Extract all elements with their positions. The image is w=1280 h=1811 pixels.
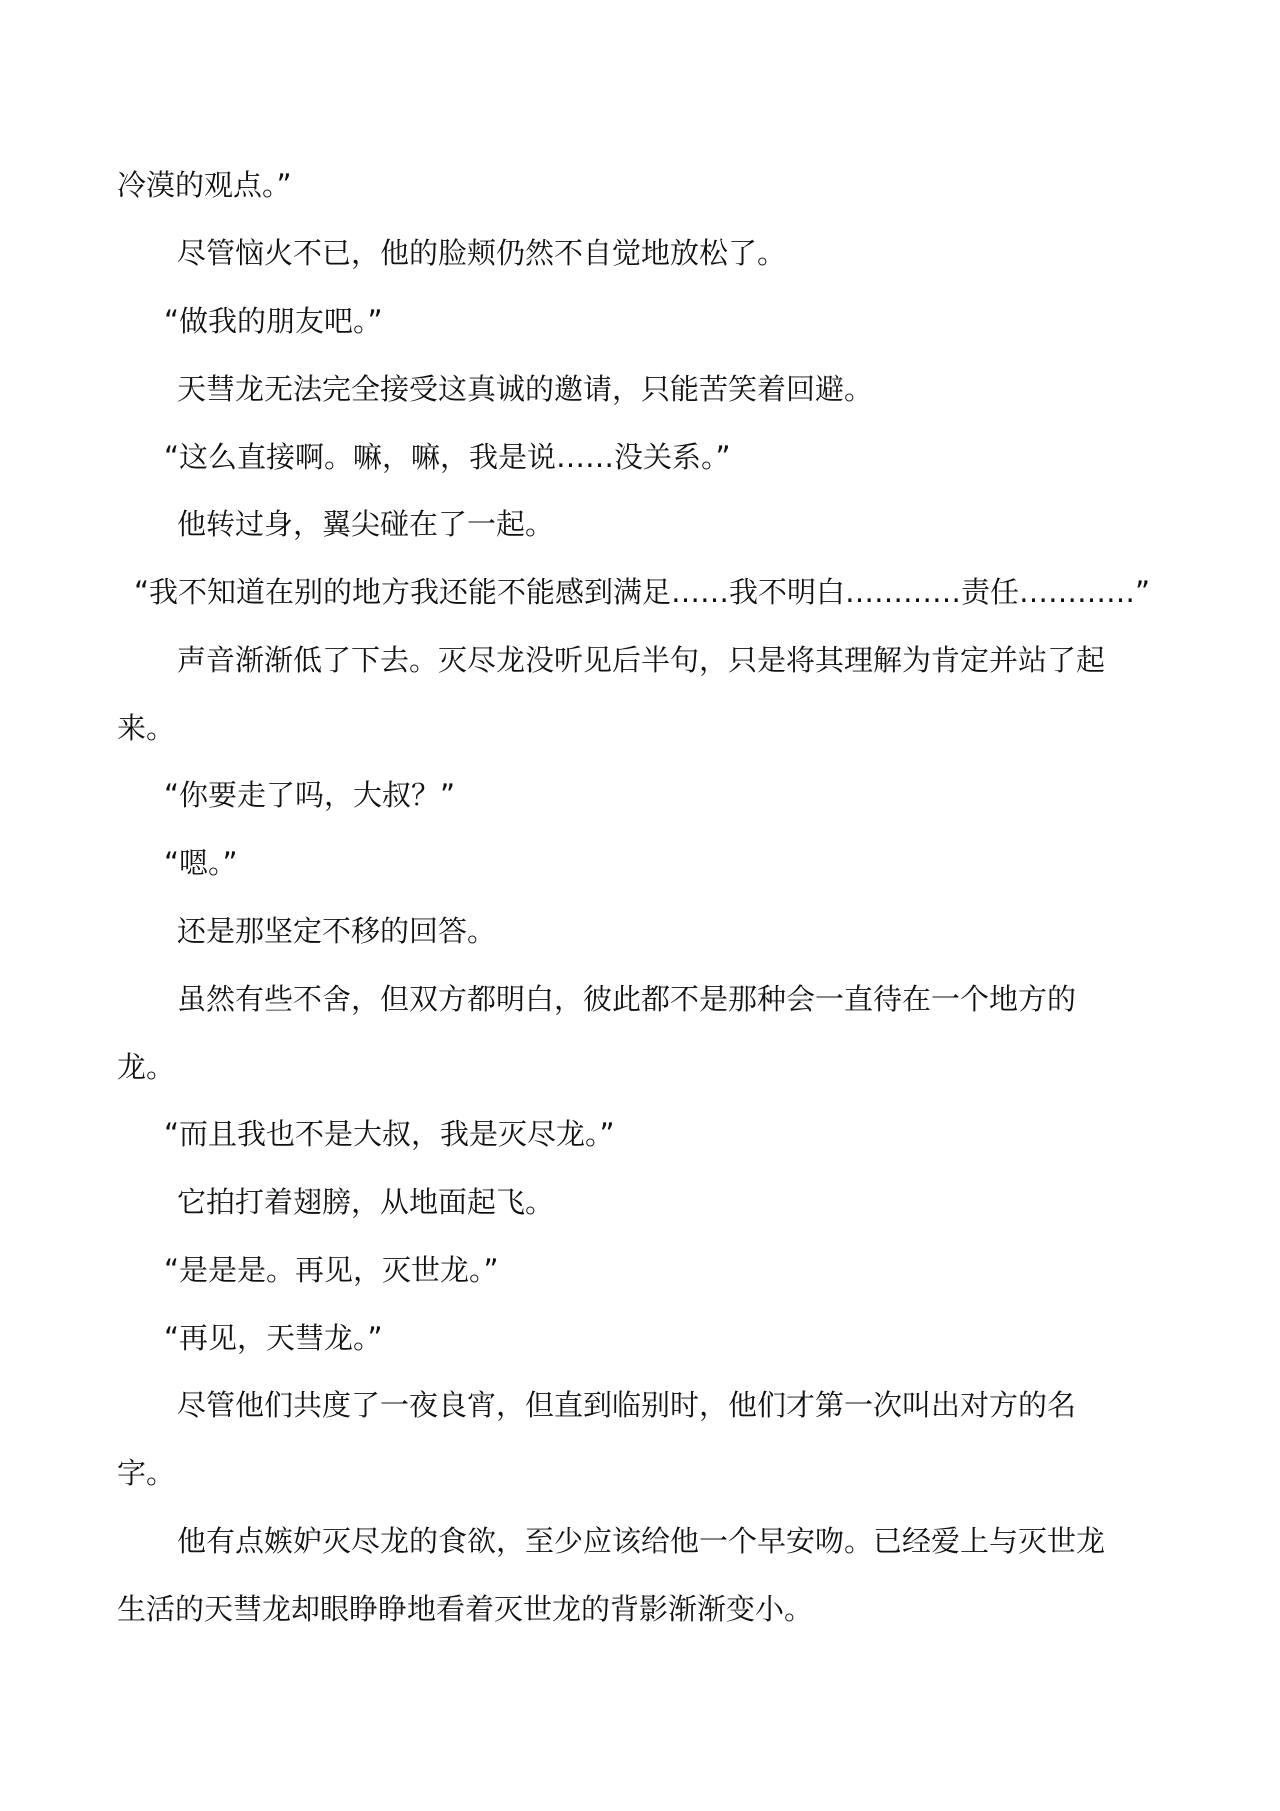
text-line: “嗯。” bbox=[164, 846, 238, 880]
text-line: 声音渐渐低了下去。灭尽龙没听见后半句，只是将其理解为肯定并站了起 bbox=[177, 643, 1106, 677]
text-line: 尽管恼火不已，他的脸颊仍然不自觉地放松了。 bbox=[177, 236, 787, 270]
text-line: “做我的朋友吧。” bbox=[164, 304, 383, 338]
text-line: 来。 bbox=[117, 711, 176, 745]
text-line: 冷漠的观点。” bbox=[117, 168, 292, 202]
text-line: 它拍打着翅膀，从地面起飞。 bbox=[177, 1185, 555, 1219]
text-line: “再见，天彗龙。” bbox=[164, 1321, 383, 1355]
text-line: 天彗龙无法完全接受这真诚的邀请，只能苦笑着回避。 bbox=[177, 372, 874, 406]
text-line: 字。 bbox=[117, 1456, 176, 1490]
text-line: 他转过身，翼尖碰在了一起。 bbox=[177, 507, 555, 541]
text-line: 龙。 bbox=[117, 1050, 176, 1084]
text-line: “是是是。再见，灭世龙。” bbox=[164, 1253, 499, 1287]
text-line: “你要走了吗，大叔？” bbox=[164, 778, 456, 812]
text-line: 他有点嫉妒灭尽龙的食欲，至少应该给他一个早安吻。已经爱上与灭世龙 bbox=[177, 1524, 1106, 1558]
text-line: “我不知道在别的地方我还能不能感到满足……我不明白…………责任…………” bbox=[134, 575, 1151, 609]
text-line: 虽然有些不舍，但双方都明白，彼此都不是那种会一直待在一个地方的 bbox=[177, 982, 1077, 1016]
text-line: “这么直接啊。嘛，嘛，我是说……没关系。” bbox=[164, 440, 731, 474]
text-line: 生活的天彗龙却眼睁睁地看着灭世龙的背影渐渐变小。 bbox=[117, 1592, 814, 1626]
text-line: 还是那坚定不移的回答。 bbox=[177, 914, 497, 948]
text-line: “而且我也不是大叔，我是灭尽龙。” bbox=[164, 1117, 615, 1151]
text-line: 尽管他们共度了一夜良宵，但直到临别时，他们才第一次叫出对方的名 bbox=[177, 1388, 1077, 1422]
